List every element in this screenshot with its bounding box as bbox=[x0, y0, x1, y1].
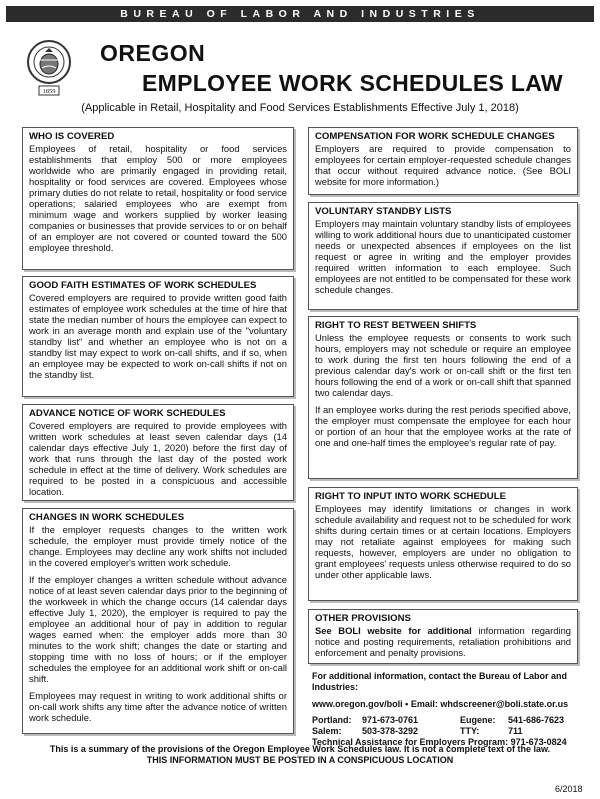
section-text: Covered employers are required to provide written good faith estimates of employee work schedules at the time of hire that state the median number of hours the employee can expect to work in an average month and explain use of the "voluntary standby list" and whether an employee who is not on a standby list may expect to work on-call shifts, and if so, when an employee may be expected to work on-call shifts if not on the standby list. bbox=[29, 292, 287, 380]
section-text: Covered employers are required to provide employees with written work schedules at least seven calendar days (14 calendar days effective July 1, 2020) before the first day of work that runs through the last day of the posted work schedule in effect at the time of delivery. Work schedules are required to be posted in a conspicuous and accessible location. bbox=[29, 420, 287, 497]
contact-web-email: www.oregon.gov/boli • Email: whdscreener@boli.state.or.us bbox=[312, 699, 569, 709]
agency-banner: BUREAU OF LABOR AND INDUSTRIES bbox=[6, 6, 594, 22]
right-to-input-section bbox=[308, 487, 578, 601]
contact-info bbox=[312, 671, 582, 748]
office-city: Portland: bbox=[312, 715, 352, 725]
section-heading: VOLUNTARY STANDBY LISTS bbox=[315, 206, 452, 217]
oregon-state-seal-icon bbox=[26, 38, 72, 100]
section-heading: RIGHT TO REST BETWEEN SHIFTS bbox=[315, 320, 477, 331]
footer-posting-notice: THIS INFORMATION MUST BE POSTED IN A CONSPICUOUS LOCATION bbox=[146, 755, 454, 765]
footer-summary: This is a summary of the provisions of the Oregon Employee Work Schedules law. It is not a complete text of the law. bbox=[49, 744, 551, 754]
section-text: If the employer requests changes to the written work schedule, the employer must provide timely notice of the change. Employees may decline any work shifts not included in the covered employer's written work schedule. bbox=[29, 524, 287, 568]
changes-in-work-schedules-section bbox=[22, 508, 294, 734]
advance-notice-section bbox=[22, 404, 294, 501]
office-phone: 711 bbox=[508, 726, 523, 736]
section-text: If the employer changes a written schedule without advance notice of at least seven calendar days prior to the beginning of the workweek in which the change occurs (14 calendar days effective July 1, 2020), the employer is required to pay the employee an additional hour of pay in addition to regular wages earned when: the employer adds more than 30 minutes to the work shift; changes the date or starting and stopping time with no loss of hours; or if the employer schedules the employee for an additional work shift or on-call shift. bbox=[29, 574, 287, 684]
boli-website-lead: See BOLI website for additional bbox=[315, 625, 472, 636]
office-city: Eugene: bbox=[460, 715, 496, 725]
section-text: Employees may request in writing to work additional shifts or on-call work shifts any time after the advance notice of written work schedule. bbox=[29, 690, 287, 723]
technical-assistance: Technical Assistance for Employers Program: 971-673-0824 bbox=[312, 737, 567, 747]
compensation-section bbox=[308, 127, 578, 195]
section-heading: OTHER PROVISIONS bbox=[315, 613, 411, 624]
other-provisions-section bbox=[308, 609, 578, 664]
revision-date: 6/2018 bbox=[555, 784, 583, 794]
svg-text:1859: 1859 bbox=[42, 88, 56, 95]
section-text: Employers may maintain voluntary standby lists of employees willing to work additional hours due to unanticipated customer needs or unexpected absences if employees on the list request or agree in writing and the employer provides required written information to each employee. Such employees are not entitled to be compensated for these work schedule changes. bbox=[315, 218, 571, 295]
section-text: Employers are required to provide compensation to employees for certain employer-requested schedule changes that occur without required advance notice. (See BOLI website for more information.) bbox=[315, 143, 571, 187]
office-row bbox=[312, 715, 582, 726]
section-heading: GOOD FAITH ESTIMATES OF WORK SCHEDULES bbox=[29, 280, 257, 291]
office-city: TTY: bbox=[460, 726, 480, 736]
section-text bbox=[315, 625, 571, 658]
office-phone: 971-673-0761 bbox=[362, 715, 419, 725]
section-text: Employees may identify limitations or changes in work schedule availability and request not to be scheduled for work shifts during certain times or at certain locations. Employers may not retaliate against employees for making such requests, however, employers are under no obligation to grant employees' requests unless otherwise required to do so under other applicable laws. bbox=[315, 503, 571, 580]
who-is-covered-section bbox=[22, 127, 294, 270]
office-row bbox=[312, 726, 582, 737]
office-phone: 503-378-3292 bbox=[362, 726, 419, 736]
right-to-rest-section bbox=[308, 316, 578, 479]
section-text: Employees of retail, hospitality or food services establishments that employ 500 or more employees worldwide who are primarily engaged in providing retail, hospitality or food services are covered. Employees whose primary duties do not relate to retail, hospitality or food service operations; salaried employees who are exempt from minimum wage and workers supplied by worker leasing companies or businesses that provide services to or on behalf of an employer are not covered or counted toward the 500 employee threshold. bbox=[29, 143, 287, 253]
section-heading: COMPENSATION FOR WORK SCHEDULE CHANGES bbox=[315, 131, 555, 142]
good-faith-estimates-section bbox=[22, 276, 294, 397]
footer bbox=[0, 744, 600, 766]
office-phone: 541-686-7623 bbox=[508, 715, 565, 725]
other-provisions-text: information regarding notice and posting requirements, retaliation prohibitions and enforcement and penalty provisions. bbox=[315, 625, 571, 658]
voluntary-standby-section bbox=[308, 202, 578, 310]
law-title: EMPLOYEE WORK SCHEDULES LAW bbox=[142, 70, 563, 96]
state-title: OREGON bbox=[100, 40, 206, 66]
contact-intro: For additional information, contact the Bureau of Labor and Industries: bbox=[312, 671, 568, 692]
section-text: Unless the employee requests or consents to work such hours, employers may not schedule or require an employee to work during the first ten hours following the end of a previous calendar day's work or on-call shift or the first ten hours following the end of a work or on-call shift that spanned two calendar days. bbox=[315, 332, 571, 398]
applicability-note: (Applicable in Retail, Hospitality and Food Services Establishments Effective July 1, 2018) bbox=[81, 102, 519, 114]
section-heading: CHANGES IN WORK SCHEDULES bbox=[29, 512, 185, 523]
section-heading: ADVANCE NOTICE OF WORK SCHEDULES bbox=[29, 408, 226, 419]
section-text: If an employee works during the rest periods specified above, the employer must compensate the employee for each hour or portion of an hour that the employee works at the rate of one and one-half times the employee's regular rate of pay. bbox=[315, 404, 571, 448]
section-heading: RIGHT TO INPUT INTO WORK SCHEDULE bbox=[315, 491, 506, 502]
section-heading: WHO IS COVERED bbox=[29, 131, 115, 142]
office-city: Salem: bbox=[312, 726, 342, 736]
